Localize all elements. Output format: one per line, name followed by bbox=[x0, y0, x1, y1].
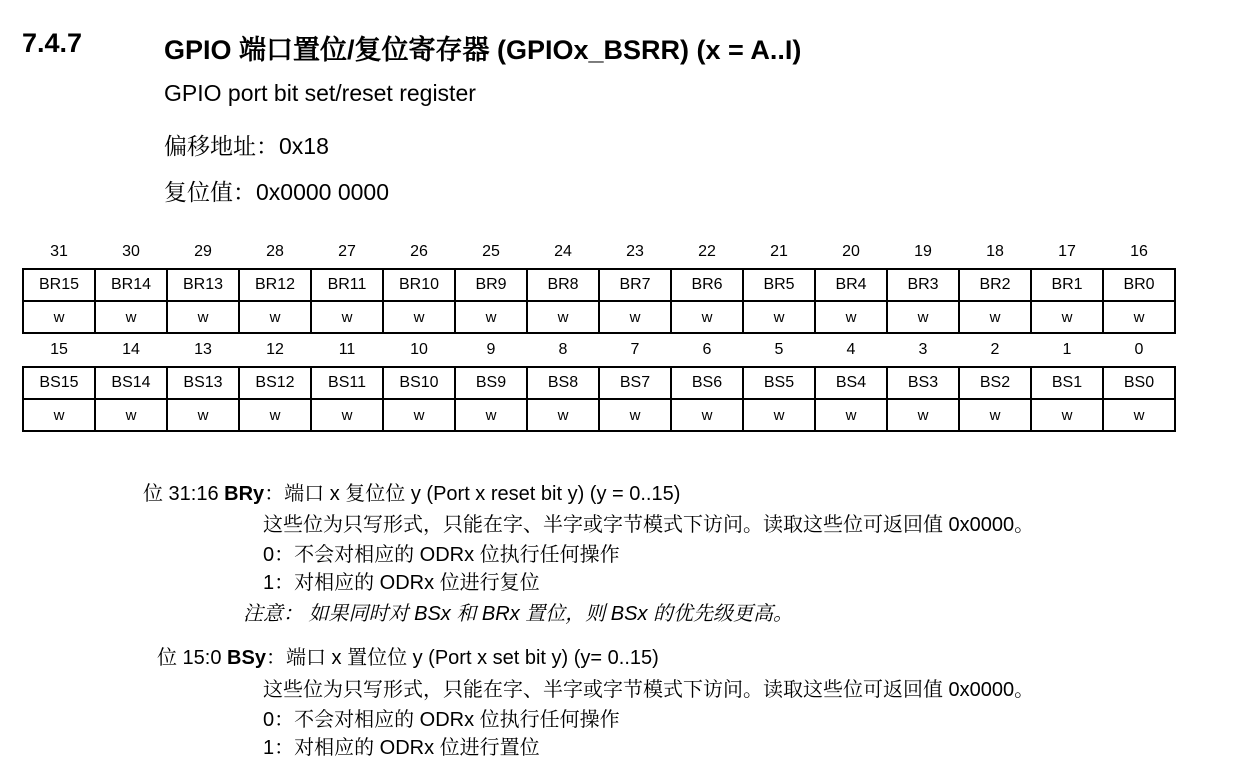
bit-number: 14 bbox=[122, 341, 140, 358]
bit-number: 29 bbox=[194, 243, 212, 260]
access-type: w bbox=[455, 399, 527, 431]
bit-range: 位 31:16 bbox=[143, 483, 219, 505]
description-line: 这些位为只写形式，只能在字、半字或字节模式下访问。读取这些位可返回值 0x0000。 bbox=[263, 679, 1035, 701]
bit-number: 6 bbox=[702, 341, 712, 358]
bit-number: 4 bbox=[846, 341, 856, 358]
register-field: BR8 bbox=[527, 269, 599, 301]
bit-number: 13 bbox=[194, 341, 212, 358]
register-field: BR10 bbox=[383, 269, 455, 301]
bit-number: 21 bbox=[770, 243, 788, 260]
access-row bbox=[23, 301, 1175, 333]
bit-number-row bbox=[23, 334, 1175, 367]
register-field: BR5 bbox=[743, 269, 815, 301]
field-heading: ：端口 x 置位位 y (Port x set bit y) (y= 0..15) bbox=[265, 647, 659, 669]
section-title: GPIO 端口置位/复位寄存器 (GPIOx_BSRR) (x = A..I) bbox=[164, 35, 802, 65]
register-field: BS8 bbox=[527, 367, 599, 399]
access-type: w bbox=[599, 301, 671, 333]
register-field: BR0 bbox=[1103, 269, 1175, 301]
register-field: BS9 bbox=[455, 367, 527, 399]
description-line: 0：不会对相应的 ODRx 位执行任何操作 bbox=[263, 544, 620, 566]
bit-number: 19 bbox=[914, 243, 932, 260]
access-type: w bbox=[239, 301, 311, 333]
field-name: BRy bbox=[224, 483, 265, 505]
access-type: w bbox=[23, 399, 95, 431]
bit-number: 10 bbox=[410, 341, 428, 358]
access-type: w bbox=[671, 301, 743, 333]
register-field: BR4 bbox=[815, 269, 887, 301]
bit-number: 26 bbox=[410, 243, 428, 260]
access-type: w bbox=[1103, 399, 1175, 431]
bit-number: 2 bbox=[990, 341, 1000, 358]
bit-number: 18 bbox=[986, 243, 1004, 260]
register-field: BR11 bbox=[311, 269, 383, 301]
bit-number: 22 bbox=[698, 243, 716, 260]
bit-number: 8 bbox=[558, 341, 568, 358]
bit-range: 位 15:0 bbox=[157, 647, 222, 669]
bit-number: 17 bbox=[1058, 243, 1076, 260]
access-type: w bbox=[743, 399, 815, 431]
register-field: BS14 bbox=[95, 367, 167, 399]
register-field: BS0 bbox=[1103, 367, 1175, 399]
bit-number: 28 bbox=[266, 243, 284, 260]
description-line: 1：对相应的 ODRx 位进行复位 bbox=[263, 572, 540, 594]
register-field: BR15 bbox=[23, 269, 95, 301]
access-type: w bbox=[311, 301, 383, 333]
register-field: BR9 bbox=[455, 269, 527, 301]
access-type: w bbox=[455, 301, 527, 333]
access-type: w bbox=[671, 399, 743, 431]
register-field: BS6 bbox=[671, 367, 743, 399]
access-type: w bbox=[743, 301, 815, 333]
access-type: w bbox=[167, 301, 239, 333]
register-field: BR3 bbox=[887, 269, 959, 301]
register-field: BS15 bbox=[23, 367, 95, 399]
note-text: 注意： 如果同时对 BSx 和 BRx 置位，则 BSx 的优先级更高。 bbox=[243, 603, 794, 625]
access-type: w bbox=[887, 399, 959, 431]
field-heading: ：端口 x 复位位 y (Port x reset bit y) (y = 0..15) bbox=[264, 483, 681, 505]
access-type: w bbox=[167, 399, 239, 431]
reset-value: 复位值：0x0000 0000 bbox=[164, 179, 390, 205]
bit-number: 5 bbox=[774, 341, 784, 358]
access-type: w bbox=[239, 399, 311, 431]
access-type: w bbox=[815, 301, 887, 333]
bit-number: 31 bbox=[50, 243, 68, 260]
bit-number: 27 bbox=[338, 243, 356, 260]
access-type: w bbox=[1103, 301, 1175, 333]
bit-number: 1 bbox=[1062, 341, 1072, 358]
access-type: w bbox=[311, 399, 383, 431]
field-name-row bbox=[23, 367, 1175, 399]
register-field: BR1 bbox=[1031, 269, 1103, 301]
register-field: BS13 bbox=[167, 367, 239, 399]
register-field: BS10 bbox=[383, 367, 455, 399]
access-row bbox=[23, 399, 1175, 431]
register-field: BR2 bbox=[959, 269, 1031, 301]
section-number: 7.4.7 bbox=[22, 28, 83, 58]
register-field: BS2 bbox=[959, 367, 1031, 399]
bit-number: 7 bbox=[630, 341, 640, 358]
description-line: 1：对相应的 ODRx 位进行置位 bbox=[263, 737, 540, 759]
bit-number-row bbox=[23, 236, 1175, 269]
register-field: BS3 bbox=[887, 367, 959, 399]
register-field: BR12 bbox=[239, 269, 311, 301]
bit-description-header bbox=[143, 477, 680, 506]
access-type: w bbox=[527, 301, 599, 333]
register-field: BR13 bbox=[167, 269, 239, 301]
bit-number: 9 bbox=[486, 341, 496, 358]
bit-number: 16 bbox=[1130, 243, 1148, 260]
field-name: BSy bbox=[227, 647, 266, 669]
register-field: BR7 bbox=[599, 269, 671, 301]
register-field: BS11 bbox=[311, 367, 383, 399]
access-type: w bbox=[383, 399, 455, 431]
description-line: 这些位为只写形式，只能在字、半字或字节模式下访问。读取这些位可返回值 0x0000。 bbox=[263, 514, 1035, 536]
register-field: BS12 bbox=[239, 367, 311, 399]
bit-number: 11 bbox=[338, 341, 356, 358]
bit-number: 0 bbox=[1134, 341, 1144, 358]
bit-number: 25 bbox=[482, 243, 500, 260]
access-type: w bbox=[95, 399, 167, 431]
register-field: BR6 bbox=[671, 269, 743, 301]
access-type: w bbox=[95, 301, 167, 333]
access-type: w bbox=[527, 399, 599, 431]
access-type: w bbox=[815, 399, 887, 431]
access-type: w bbox=[887, 301, 959, 333]
description-line: 0：不会对相应的 ODRx 位执行任何操作 bbox=[263, 709, 620, 731]
access-type: w bbox=[1031, 301, 1103, 333]
register-field: BS1 bbox=[1031, 367, 1103, 399]
access-type: w bbox=[383, 301, 455, 333]
access-type: w bbox=[23, 301, 95, 333]
access-type: w bbox=[1031, 399, 1103, 431]
register-field: BS7 bbox=[599, 367, 671, 399]
access-type: w bbox=[959, 301, 1031, 333]
bit-number: 20 bbox=[842, 243, 860, 260]
bit-number: 15 bbox=[50, 341, 68, 358]
register-map-lower bbox=[22, 334, 1176, 432]
register-map-upper bbox=[22, 236, 1176, 334]
access-type: w bbox=[959, 399, 1031, 431]
register-field: BS5 bbox=[743, 367, 815, 399]
offset-address: 偏移地址：0x18 bbox=[164, 133, 329, 159]
bit-number: 3 bbox=[918, 341, 928, 358]
bit-number: 23 bbox=[626, 243, 644, 260]
register-subtitle: GPIO port bit set/reset register bbox=[164, 80, 476, 106]
bit-number: 24 bbox=[554, 243, 572, 260]
field-name-row bbox=[23, 269, 1175, 301]
access-type: w bbox=[599, 399, 671, 431]
register-field: BR14 bbox=[95, 269, 167, 301]
register-field: BS4 bbox=[815, 367, 887, 399]
bit-number: 30 bbox=[122, 243, 140, 260]
bit-number: 12 bbox=[266, 341, 284, 358]
bit-description-header bbox=[157, 641, 659, 670]
